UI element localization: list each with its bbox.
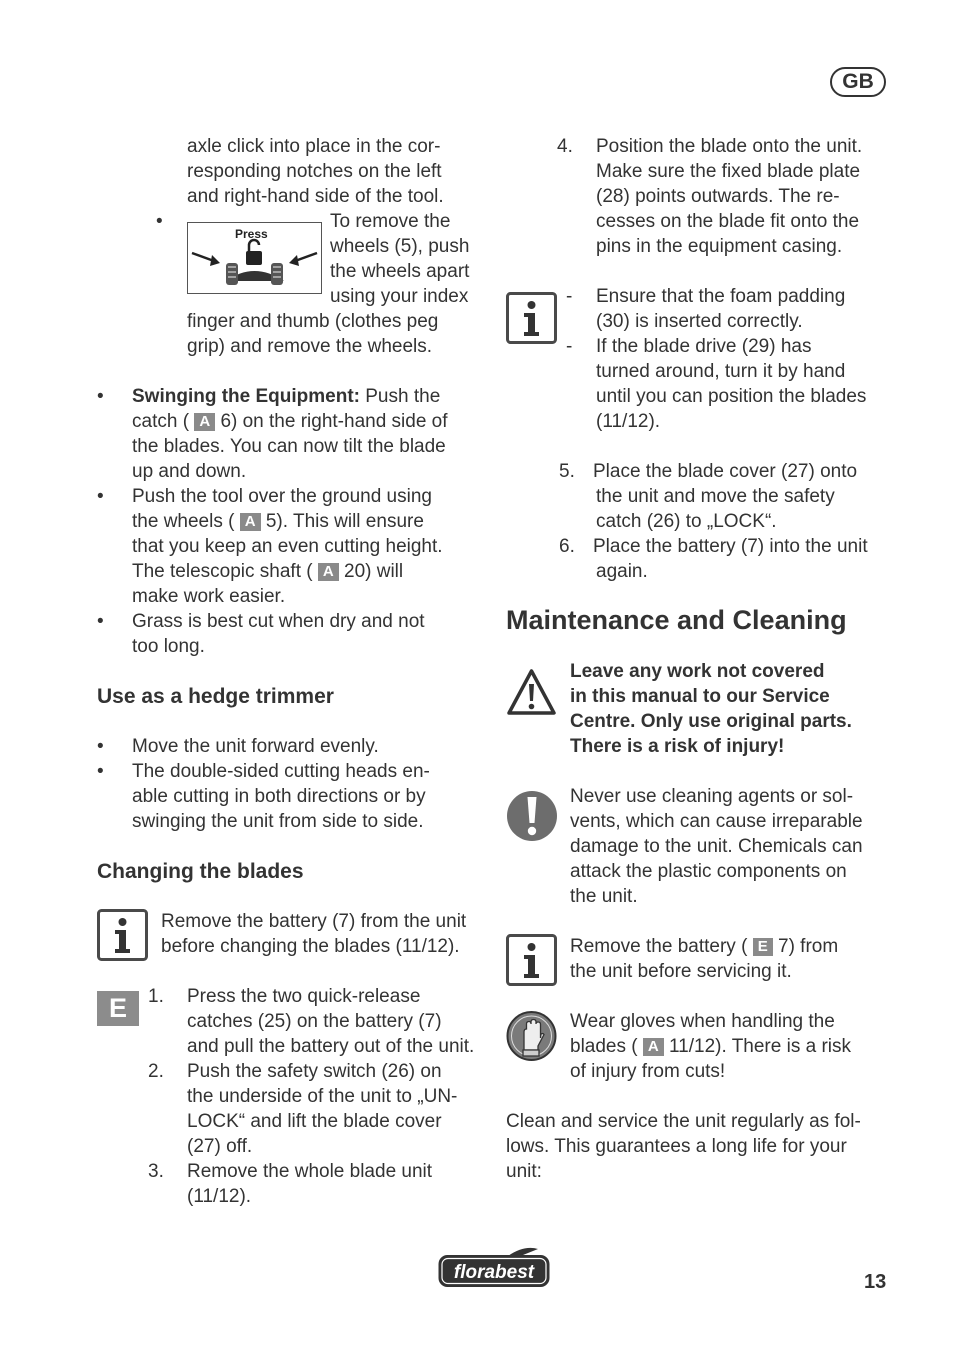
text-line: Press the two quick-release bbox=[187, 986, 421, 1007]
info-icon bbox=[506, 292, 557, 344]
figure-a-badge: A bbox=[318, 563, 339, 581]
text-line: If the blade drive (29) has bbox=[596, 336, 812, 357]
text-line: Centre. Only use original parts. bbox=[570, 711, 852, 732]
text-line: swinging the unit from side to side. bbox=[132, 811, 424, 832]
press-label: Press bbox=[235, 227, 268, 241]
step-number: 1. bbox=[148, 986, 164, 1007]
text-line: axle click into place in the cor- bbox=[187, 136, 441, 157]
text-line: attack the plastic components on bbox=[570, 861, 847, 882]
bullet: • bbox=[97, 386, 104, 407]
text-line: damage to the unit. Chemicals can bbox=[570, 836, 863, 857]
section-heading: Use as a hedge trimmer bbox=[97, 685, 334, 708]
text-line: pins in the equipment casing. bbox=[596, 236, 843, 257]
text-line: using your index bbox=[330, 286, 469, 307]
text-line: Remove the battery (7) from the unit bbox=[161, 911, 467, 932]
text-line: the underside of the unit to „UN- bbox=[187, 1086, 458, 1107]
text-line: Place the battery (7) into the unit bbox=[593, 536, 868, 557]
text-line: To remove the bbox=[330, 211, 451, 232]
text-line: Make sure the fixed blade plate bbox=[596, 161, 861, 182]
bullet: • bbox=[97, 486, 104, 507]
figure-a-badge: A bbox=[643, 1038, 664, 1056]
text-line: Remove the whole blade unit bbox=[187, 1161, 433, 1182]
text-line: Swinging the Equipment: Push the bbox=[132, 386, 441, 407]
text-line: cesses on the blade fit onto the bbox=[596, 211, 860, 232]
gloves-icon bbox=[506, 1010, 557, 1062]
step-number: 4. bbox=[557, 136, 573, 157]
text-line: the blades. You can now tilt the blade bbox=[132, 436, 446, 457]
step-number: 6. bbox=[559, 536, 575, 557]
text-line: that you keep an even cutting height. bbox=[132, 536, 443, 557]
bullet: • bbox=[97, 611, 104, 632]
text-line: Ensure that the foam padding bbox=[596, 286, 846, 307]
page-number: 13 bbox=[864, 1271, 887, 1293]
language-badge: GB bbox=[830, 67, 886, 97]
text-line: The telescopic shaft ( A 20) will bbox=[132, 561, 404, 582]
text-line: the unit before servicing it. bbox=[570, 961, 792, 982]
text-line: Leave any work not covered bbox=[570, 661, 825, 682]
figure-a-badge: A bbox=[194, 413, 215, 431]
text-line: and right-hand side of the tool. bbox=[187, 186, 444, 207]
text-line: able cutting in both directions or by bbox=[132, 786, 426, 807]
text-line: (30) is inserted correctly. bbox=[596, 311, 803, 332]
logo-text: florabest bbox=[453, 1262, 535, 1283]
text-line: responding notches on the left bbox=[187, 161, 442, 182]
swing-term: Swinging the Equipment: bbox=[132, 386, 360, 407]
text-line: wheels (5), push bbox=[330, 236, 470, 257]
exclamation-circle-icon bbox=[506, 790, 558, 842]
text-line: vents, which can cause irreparable bbox=[570, 811, 863, 832]
text-line: (11/12). bbox=[187, 1186, 252, 1207]
florabest-logo bbox=[438, 1247, 550, 1288]
press-wheels-illustration bbox=[187, 222, 322, 294]
text-line: in this manual to our Service bbox=[570, 686, 830, 707]
text-line: catches (25) on the battery (7) bbox=[187, 1011, 442, 1032]
text-line: Never use cleaning agents or sol- bbox=[570, 786, 854, 807]
text-line: Remove the battery ( E 7) from bbox=[570, 936, 839, 957]
text-line: Position the blade onto the unit. bbox=[596, 136, 863, 157]
text-line: lows. This guarantees a long life for your bbox=[506, 1136, 847, 1157]
text-line: Place the blade cover (27) onto bbox=[593, 461, 858, 482]
dash: - bbox=[566, 336, 573, 357]
text-line: Grass is best cut when dry and not bbox=[132, 611, 425, 632]
info-icon bbox=[97, 909, 148, 961]
wheel-release-icon bbox=[188, 223, 321, 293]
section-heading: Changing the blades bbox=[97, 860, 304, 883]
figure-e-box: E bbox=[97, 991, 139, 1026]
bullet: • bbox=[156, 211, 163, 232]
text-line: grip) and remove the wheels. bbox=[187, 336, 433, 357]
text-line: blades ( A 11/12). There is a risk bbox=[570, 1036, 851, 1057]
text-line: There is a risk of injury! bbox=[570, 736, 785, 757]
text-line: Push the tool over the ground using bbox=[132, 486, 432, 507]
text-line: (28) points outwards. The re- bbox=[596, 186, 840, 207]
text-line: of injury from cuts! bbox=[570, 1061, 726, 1082]
step-number: 3. bbox=[148, 1161, 164, 1182]
warning-triangle-icon bbox=[506, 668, 557, 716]
text-line: turned around, turn it by hand bbox=[596, 361, 846, 382]
text-line: unit: bbox=[506, 1161, 542, 1182]
text-line: too long. bbox=[132, 636, 205, 657]
text-line: the wheels ( A 5). This will ensure bbox=[132, 511, 424, 532]
text-line: The double-sided cutting heads en- bbox=[132, 761, 430, 782]
bullet: • bbox=[97, 761, 104, 782]
text-line: catch (26) to „LOCK“. bbox=[596, 511, 777, 532]
text-line: make work easier. bbox=[132, 586, 286, 607]
text-line: catch ( A 6) on the right-hand side of bbox=[132, 411, 448, 432]
bullet: • bbox=[97, 736, 104, 757]
text-line: Push the safety switch (26) on bbox=[187, 1061, 442, 1082]
text-line: LOCK“ and lift the blade cover bbox=[187, 1111, 442, 1132]
step-number: 2. bbox=[148, 1061, 164, 1082]
dash: - bbox=[566, 286, 573, 307]
text-line: (27) off. bbox=[187, 1136, 253, 1157]
info-icon bbox=[506, 934, 557, 986]
text-line: until you can position the blades bbox=[596, 386, 867, 407]
text-line: and pull the battery out of the unit. bbox=[187, 1036, 475, 1057]
text-line: the wheels apart bbox=[330, 261, 470, 282]
figure-e-badge: E bbox=[753, 938, 773, 956]
section-heading: Maintenance and Cleaning bbox=[506, 605, 847, 635]
text-line: again. bbox=[596, 561, 648, 582]
text-line: finger and thumb (clothes peg bbox=[187, 311, 439, 332]
text-line: up and down. bbox=[132, 461, 247, 482]
step-number: 5. bbox=[559, 461, 575, 482]
text-line: Clean and service the unit regularly as fol- bbox=[506, 1111, 861, 1132]
text-line: before changing the blades (11/12). bbox=[161, 936, 460, 957]
text-line: Wear gloves when handling the bbox=[570, 1011, 835, 1032]
text-line: (11/12). bbox=[596, 411, 661, 432]
text-line: the unit. bbox=[570, 886, 638, 907]
text-line: the unit and move the safety bbox=[596, 486, 835, 507]
text-line: Move the unit forward evenly. bbox=[132, 736, 379, 757]
figure-a-badge: A bbox=[240, 513, 261, 531]
